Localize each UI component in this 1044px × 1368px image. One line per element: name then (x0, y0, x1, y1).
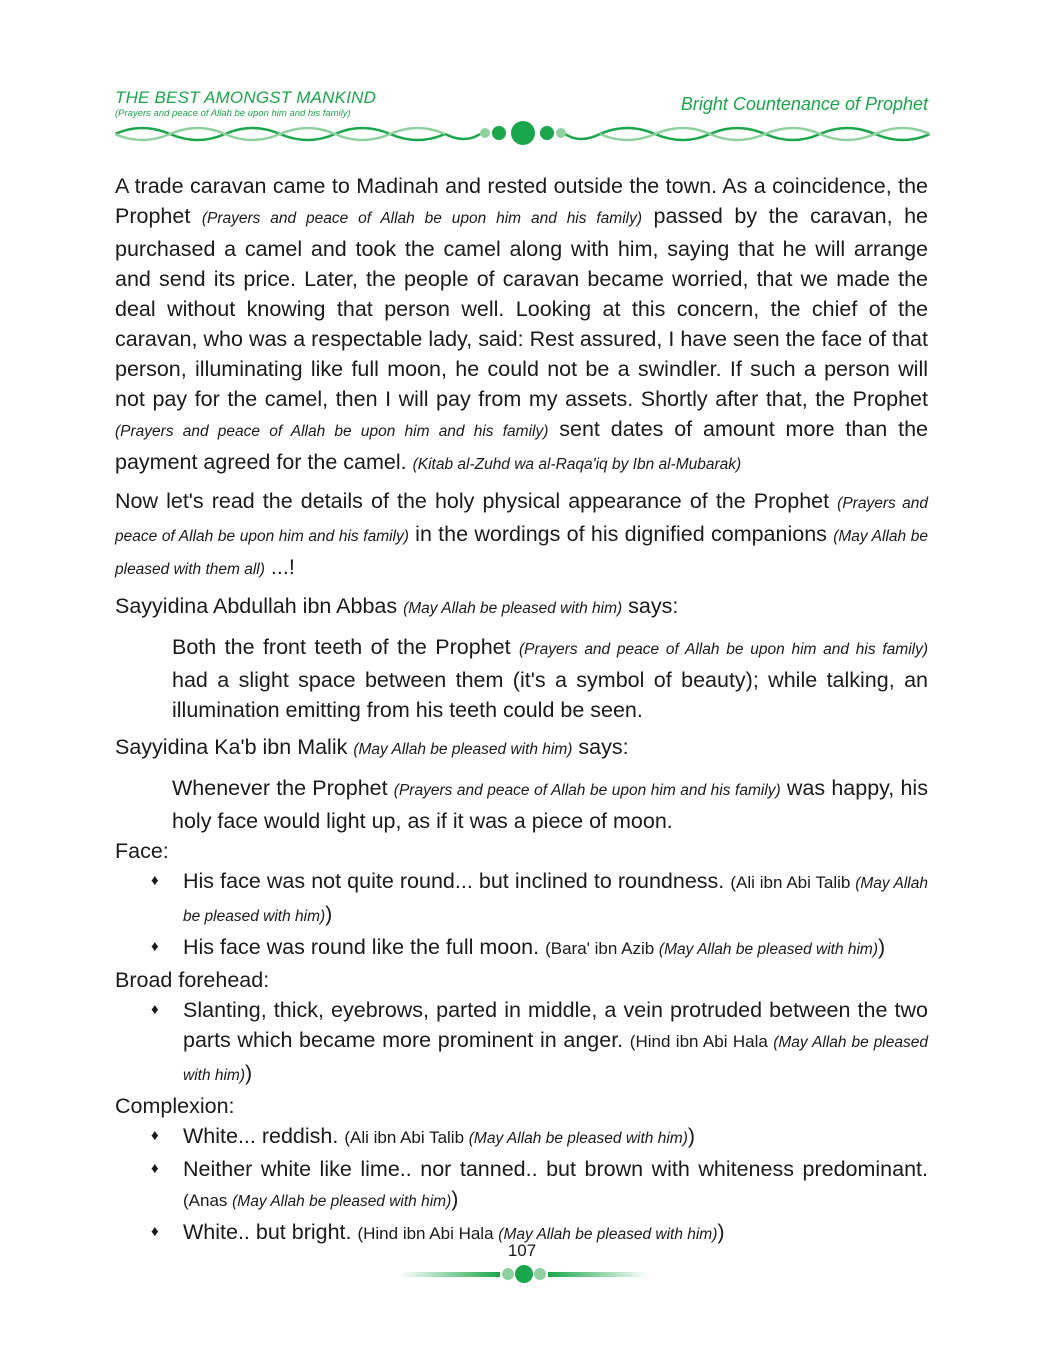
diamond-bullet-icon: ♦ (151, 872, 159, 889)
list-item: ♦ Neither white like lime.. nor tanned.. but brown with whiteness predominant. (Anas (May Allah be pleased with him)) (183, 1154, 928, 1217)
list-forehead (115, 995, 928, 1091)
quote-front-teeth: Both the front teeth of the Prophet (Prayers and peace of Allah be upon him and his family) had a slight space between them (it's a symbol of beauty); while talking, an illumination emitting from his teeth could be seen. (172, 635, 928, 722)
heading-complexion: Complexion: (115, 1094, 235, 1118)
book-header (115, 88, 376, 119)
list-item: ♦ Slanting, thick, eyebrows, parted in middle, a vein protruded between the two parts which became more prominent in anger. (Hind ibn Abi Hala (May Allah be pleased with him)) (183, 995, 928, 1091)
diamond-bullet-icon: ♦ (151, 1127, 159, 1144)
speaker-kab-ibn-malik: Sayyidina Ka'b ibn Malik (May Allah be pleased with him) says: (115, 735, 629, 759)
quote-face-light: Whenever the Prophet (Prayers and peace of Allah be upon him and his family) was happy, his holy face would light up, as if it was a piece of moon. (172, 776, 928, 833)
page-number: 107 (507, 1241, 537, 1260)
diamond-bullet-icon: ♦ (151, 1223, 159, 1240)
list-complexion (115, 1121, 928, 1250)
list-face (115, 866, 928, 965)
heading-forehead: Broad forehead: (115, 968, 270, 992)
source-citation: (Kitab al-Zuhd wa al-Raqa'iq by Ibn al-Mubarak) (412, 456, 742, 473)
book-subtitle: (Prayers and peace of Allah be upon him and his family) (115, 108, 351, 119)
list-item: ♦ His face was round like the full moon. (Bara' ibn Azib (May Allah be pleased with him)) (183, 932, 928, 965)
diamond-bullet-icon: ♦ (151, 1001, 159, 1018)
book-title: THE BEST AMONGST MANKIND (115, 88, 377, 107)
paragraph-intro: Now let's read the details of the holy physical appearance of the Prophet (Prayers and peace of Allah be upon him and his family) in the wordings of his dignified companions (May Allah be pleased with them all) ...! (115, 489, 928, 579)
paragraph-caravan: A trade caravan came to Madinah and rested outside the town. As a coincidence, the Prophet (Prayers and peace of Allah be upon him and his family) passed by the caravan, he purchased a camel and took the camel along with him, saying that he will arrange and send its price. Later, the people of caravan became worried, that we made the deal without knowing that person well. Looking at this concern, the chief of the caravan, who was a respectable lady, said: Rest assured, I have seen the face of that person, illuminating like full moon, he could not be a swindler. If such a person will not pay for the camel, then I will pay from my assets. Shortly after that, the Prophet (Prayers and peace of Allah be upon him and his family) sent dates of amount more than the payment agreed for the camel. (Kitab al-Zuhd wa al-Raqa'iq by Ibn al-Mubarak) (115, 174, 928, 474)
list-item: ♦ White... reddish. (Ali ibn Abi Talib (May Allah be pleased with him)) (183, 1121, 928, 1154)
speaker-ibn-abbas: Sayyidina Abdullah ibn Abbas (May Allah be pleased with him) says: (115, 594, 679, 618)
list-item: ♦ White.. but bright. (Hind ibn Abi Hala (May Allah be pleased with him)) (183, 1217, 928, 1250)
wave-ornament-icon (115, 120, 930, 150)
page-content (115, 171, 928, 1250)
diamond-bullet-icon: ♦ (151, 1160, 159, 1177)
dots-ornament-icon (400, 1264, 648, 1286)
heading-face: Face: (115, 839, 169, 863)
diamond-bullet-icon: ♦ (151, 938, 159, 955)
chapter-title: Bright Countenance of Prophet (680, 94, 928, 114)
list-item: ♦ His face was not quite round... but inclined to roundness. (Ali ibn Abi Talib (May Allah be pleased with him)) (183, 866, 928, 932)
